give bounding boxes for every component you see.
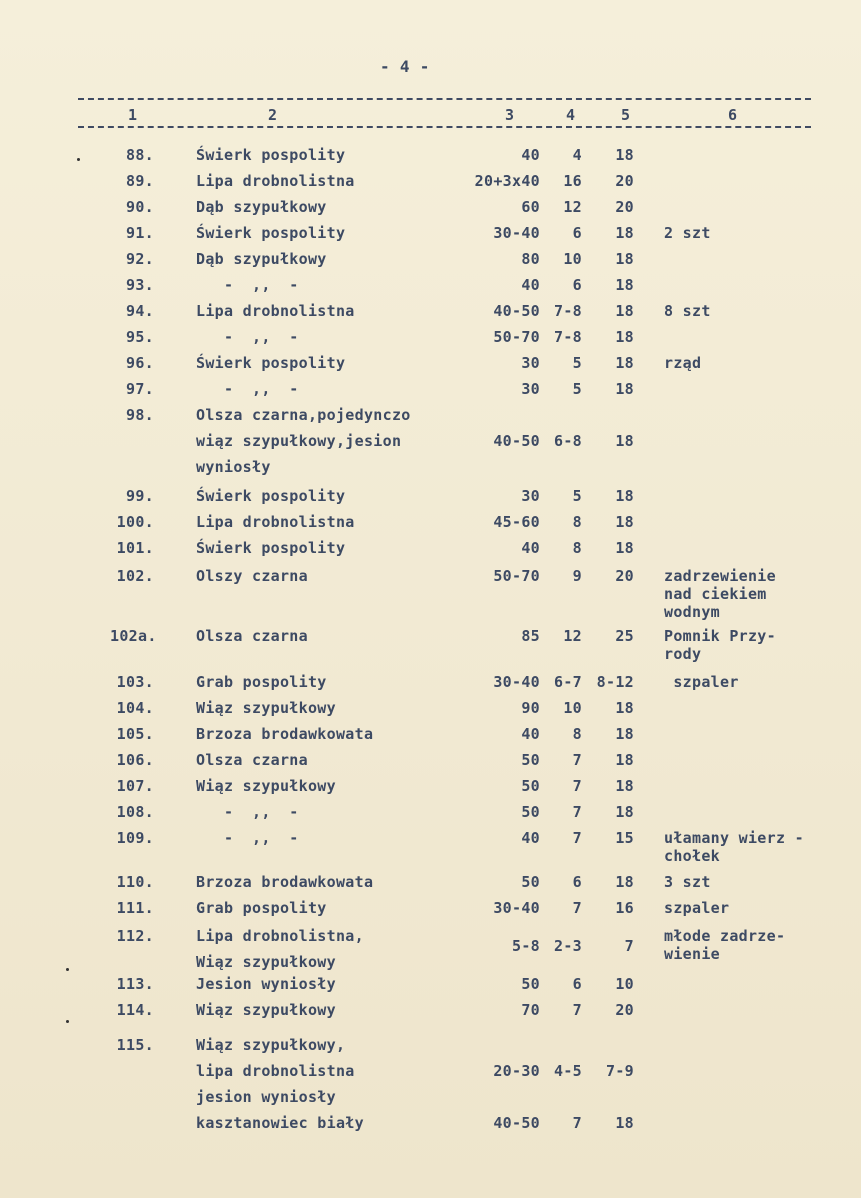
cell-col-5: 18 <box>615 539 634 557</box>
cell-col-5: 18 <box>615 250 634 268</box>
cell-col-5: 7-9 <box>606 1062 634 1080</box>
row-number: 107. <box>116 777 154 795</box>
note-cell <box>664 354 701 372</box>
row-number: 112. <box>116 927 154 945</box>
cell-col-4: 7 <box>572 777 582 795</box>
note-line: ułamany wierz - <box>664 829 804 847</box>
row-number: 99. <box>126 487 154 505</box>
page-number: - 4 - <box>380 57 430 76</box>
cell-col-3: 50 <box>521 751 540 769</box>
row-number: 101. <box>116 539 154 557</box>
species-name: - ,, - <box>196 328 299 346</box>
note-line: zadrzewienie <box>664 567 776 585</box>
row-number: 113. <box>116 975 154 993</box>
species-name: Dąb szypułkowy <box>196 198 327 216</box>
cell-col-5: 18 <box>615 302 634 320</box>
cell-col-3: 50-70 <box>493 567 540 585</box>
cell-col-3: 20-30 <box>493 1062 540 1080</box>
cell-col-3: 50 <box>521 803 540 821</box>
species-name: - ,, - <box>196 803 299 821</box>
note-cell <box>664 873 711 891</box>
cell-col-3: 40-50 <box>493 302 540 320</box>
header-rule-top <box>78 98 811 100</box>
cell-col-4: 9 <box>572 567 582 585</box>
note-line: Pomnik Przy- <box>664 627 776 645</box>
cell-col-4: 5 <box>572 380 582 398</box>
note-cell <box>664 627 776 663</box>
species-name: Świerk pospolity <box>196 354 346 372</box>
cell-col-3: 30 <box>521 380 540 398</box>
cell-col-4: 2-3 <box>554 937 582 955</box>
row-number: 100. <box>116 513 154 531</box>
species-name: Świerk pospolity <box>196 146 346 164</box>
header-col-5: 5 <box>621 106 631 124</box>
cell-col-5: 8-12 <box>596 673 634 691</box>
cell-col-4: 5 <box>572 354 582 372</box>
row-number: 98. <box>126 406 154 424</box>
cell-col-3: 40-50 <box>493 1114 540 1132</box>
cell-col-5: 18 <box>615 699 634 717</box>
note-cell <box>664 829 804 865</box>
note-line: 3 szt <box>664 873 711 891</box>
cell-col-4: 7 <box>572 751 582 769</box>
species-name: Olsza czarna <box>196 751 308 769</box>
cell-col-5: 18 <box>615 803 634 821</box>
cell-col-4: 8 <box>572 539 582 557</box>
row-number: 92. <box>126 250 154 268</box>
species-name: Wiąz szypułkowy <box>196 953 336 971</box>
row-number: 102a. <box>110 627 157 645</box>
note-line: chołek <box>664 847 720 865</box>
cell-col-4: 6-8 <box>554 432 582 450</box>
species-name: Wiąz szypułkowy <box>196 1001 336 1019</box>
species-name: Brzoza brodawkowata <box>196 873 374 891</box>
row-number: 89. <box>126 172 154 190</box>
species-name: Wiąz szypułkowy, <box>196 1036 346 1054</box>
species-name: Lipa drobnolistna <box>196 172 355 190</box>
cell-col-3: 50-70 <box>493 328 540 346</box>
cell-col-4: 5 <box>572 487 582 505</box>
species-name: Wiąz szypułkowy <box>196 699 336 717</box>
note-line: szpaler <box>664 673 739 691</box>
cell-col-3: 40 <box>521 276 540 294</box>
cell-col-3: 60 <box>521 198 540 216</box>
row-number: 94. <box>126 302 154 320</box>
margin-dot <box>66 968 69 971</box>
species-name: Lipa drobnolistna <box>196 513 355 531</box>
cell-col-5: 20 <box>615 567 634 585</box>
species-name: Lipa drobnolistna <box>196 302 355 320</box>
species-name: Olszy czarna <box>196 567 308 585</box>
cell-col-4: 4 <box>572 146 582 164</box>
cell-col-3: 50 <box>521 777 540 795</box>
cell-col-5: 18 <box>615 777 634 795</box>
note-cell <box>664 567 776 621</box>
note-cell <box>664 224 711 242</box>
cell-col-4: 12 <box>563 198 582 216</box>
row-number: 88. <box>126 146 154 164</box>
cell-col-4: 8 <box>572 725 582 743</box>
cell-col-4: 6 <box>572 224 582 242</box>
row-number: 93. <box>126 276 154 294</box>
cell-col-4: 6 <box>572 975 582 993</box>
cell-col-5: 18 <box>615 276 634 294</box>
cell-col-4: 6 <box>572 873 582 891</box>
cell-col-5: 18 <box>615 354 634 372</box>
cell-col-3: 40 <box>521 146 540 164</box>
note-line: młode zadrze- <box>664 927 786 945</box>
cell-col-3: 50 <box>521 873 540 891</box>
cell-col-5: 20 <box>615 172 634 190</box>
row-number: 103. <box>116 673 154 691</box>
row-number: 104. <box>116 699 154 717</box>
species-name: - ,, - <box>196 829 299 847</box>
species-name: lipa drobnolistna <box>196 1062 355 1080</box>
note-line: 8 szt <box>664 302 711 320</box>
cell-col-4: 16 <box>563 172 582 190</box>
note-line: wienie <box>664 945 720 963</box>
cell-col-5: 7 <box>624 937 634 955</box>
cell-col-5: 18 <box>615 751 634 769</box>
cell-col-4: 7 <box>572 899 582 917</box>
cell-col-4: 7-8 <box>554 328 582 346</box>
header-col-4: 4 <box>566 106 576 124</box>
species-name: wyniosły <box>196 458 271 476</box>
note-cell <box>664 927 785 963</box>
cell-col-5: 18 <box>615 224 634 242</box>
species-name: Olsza czarna <box>196 627 308 645</box>
species-name: Świerk pospolity <box>196 487 346 505</box>
row-number: 97. <box>126 380 154 398</box>
row-number: 105. <box>116 725 154 743</box>
cell-col-3: 30 <box>521 354 540 372</box>
cell-col-3: 45-60 <box>493 513 540 531</box>
cell-col-3: 50 <box>521 975 540 993</box>
species-name: Dąb szypułkowy <box>196 250 327 268</box>
row-number: 106. <box>116 751 154 769</box>
species-name: wiąz szypułkowy,jesion <box>196 432 402 450</box>
cell-col-3: 40 <box>521 725 540 743</box>
cell-col-5: 18 <box>615 328 634 346</box>
header-col-1: 1 <box>128 106 138 124</box>
cell-col-5: 18 <box>615 1114 634 1132</box>
note-cell <box>664 673 739 691</box>
cell-col-5: 18 <box>615 380 634 398</box>
cell-col-5: 18 <box>615 487 634 505</box>
species-name: - ,, - <box>196 380 299 398</box>
cell-col-4: 12 <box>563 627 582 645</box>
margin-dot <box>77 158 80 161</box>
cell-col-4: 7 <box>572 1001 582 1019</box>
species-name: Świerk pospolity <box>196 224 346 242</box>
cell-col-5: 18 <box>615 146 634 164</box>
species-name: Grab pospolity <box>196 673 327 691</box>
species-name: Jesion wyniosły <box>196 975 336 993</box>
cell-col-3: 70 <box>521 1001 540 1019</box>
cell-col-5: 20 <box>615 1001 634 1019</box>
cell-col-4: 7 <box>572 829 582 847</box>
cell-col-4: 7 <box>572 1114 582 1132</box>
row-number: 91. <box>126 224 154 242</box>
cell-col-3: 20+3x40 <box>474 172 540 190</box>
species-name: Olsza czarna,pojedynczo <box>196 406 411 424</box>
cell-col-3: 40 <box>521 539 540 557</box>
cell-col-3: 5-8 <box>512 937 540 955</box>
species-name: jesion wyniosły <box>196 1088 336 1106</box>
cell-col-3: 80 <box>521 250 540 268</box>
header-rule-bottom <box>78 126 811 128</box>
row-number: 95. <box>126 328 154 346</box>
note-line: szpaler <box>664 899 730 917</box>
header-col-6: 6 <box>728 106 738 124</box>
cell-col-4: 8 <box>572 513 582 531</box>
cell-col-4: 10 <box>563 250 582 268</box>
species-name: - ,, - <box>196 276 299 294</box>
species-name: kasztanowiec biały <box>196 1114 364 1132</box>
note-line: rody <box>664 645 702 663</box>
header-col-2: 2 <box>268 106 278 124</box>
cell-col-3: 85 <box>521 627 540 645</box>
row-number: 109. <box>116 829 154 847</box>
cell-col-5: 10 <box>615 975 634 993</box>
cell-col-5: 16 <box>615 899 634 917</box>
row-number: 114. <box>116 1001 154 1019</box>
row-number: 115. <box>116 1036 154 1054</box>
note-line: rząd <box>664 354 702 372</box>
cell-col-4: 6-7 <box>554 673 582 691</box>
cell-col-4: 7-8 <box>554 302 582 320</box>
row-number: 110. <box>116 873 154 891</box>
note-line: 2 szt <box>664 224 711 242</box>
species-name: Świerk pospolity <box>196 539 346 557</box>
margin-dot <box>66 1020 69 1023</box>
row-number: 108. <box>116 803 154 821</box>
cell-col-5: 18 <box>615 432 634 450</box>
cell-col-3: 30-40 <box>493 224 540 242</box>
cell-col-3: 30-40 <box>493 673 540 691</box>
cell-col-5: 18 <box>615 873 634 891</box>
row-number: 102. <box>116 567 154 585</box>
cell-col-4: 7 <box>572 803 582 821</box>
note-line: nad ciekiem <box>664 585 767 603</box>
species-name: Lipa drobnolistna, <box>196 927 364 945</box>
row-number: 96. <box>126 354 154 372</box>
cell-col-3: 40 <box>521 829 540 847</box>
row-number: 111. <box>116 899 154 917</box>
cell-col-5: 15 <box>615 829 634 847</box>
cell-col-3: 30 <box>521 487 540 505</box>
cell-col-3: 30-40 <box>493 899 540 917</box>
cell-col-5: 18 <box>615 725 634 743</box>
cell-col-4: 10 <box>563 699 582 717</box>
cell-col-3: 40-50 <box>493 432 540 450</box>
cell-col-3: 90 <box>521 699 540 717</box>
cell-col-5: 18 <box>615 513 634 531</box>
cell-col-5: 20 <box>615 198 634 216</box>
cell-col-5: 25 <box>615 627 634 645</box>
cell-col-4: 4-5 <box>554 1062 582 1080</box>
cell-col-4: 6 <box>572 276 582 294</box>
species-name: Wiąz szypułkowy <box>196 777 336 795</box>
note-cell <box>664 302 711 320</box>
species-name: Grab pospolity <box>196 899 327 917</box>
note-cell <box>664 899 729 917</box>
note-line: wodnym <box>664 603 720 621</box>
header-col-3: 3 <box>505 106 515 124</box>
species-name: Brzoza brodawkowata <box>196 725 374 743</box>
row-number: 90. <box>126 198 154 216</box>
